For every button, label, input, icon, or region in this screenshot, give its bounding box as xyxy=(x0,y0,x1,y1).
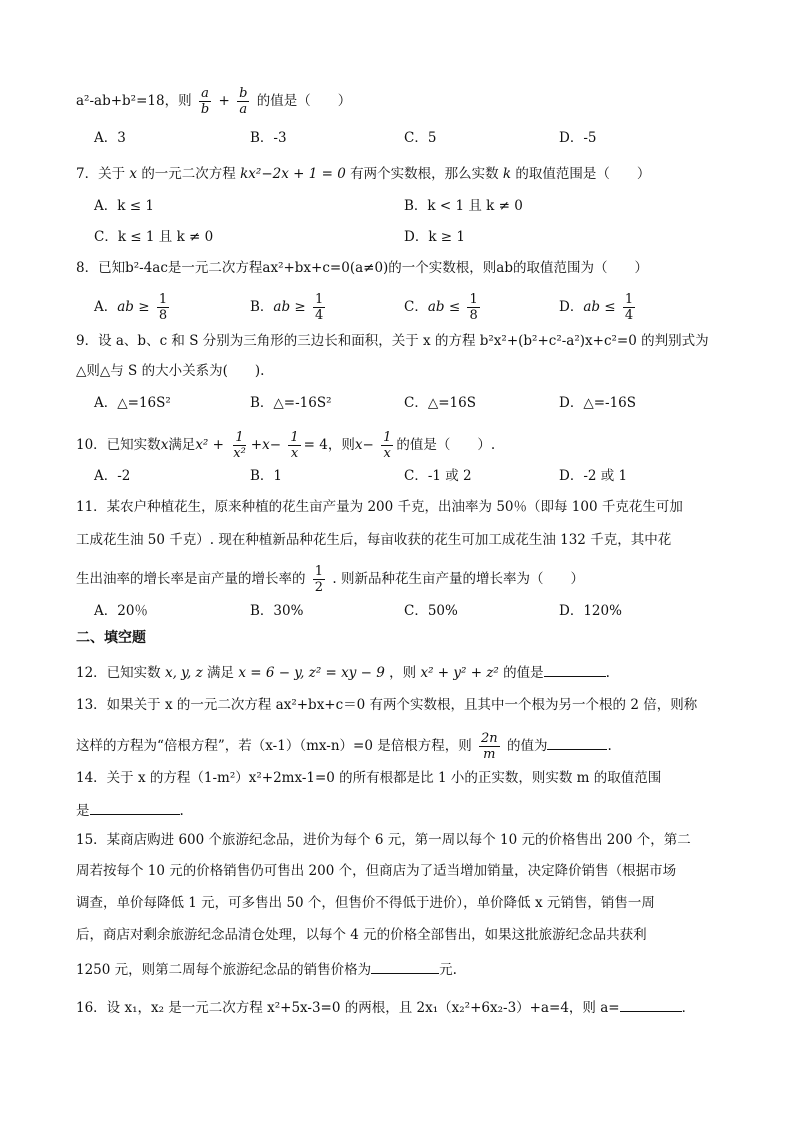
q10-expr-d: x− xyxy=(354,437,374,453)
q15-end: 元. xyxy=(439,962,457,978)
q14-text2: 是 xyxy=(76,803,90,819)
q9-line2: △则△与 S 的大小关系为( ). xyxy=(76,363,265,379)
q13-text1: 13．如果关于 x 的一元二次方程 ax²+bx+c＝0 有两个实数根，且其中一个根为另一个根的 2 倍，则称 xyxy=(76,697,698,713)
q10-frac-2: $\frac{1}{x}$ xyxy=(290,430,299,461)
q10-option-c[interactable]: C．-1 或 2 xyxy=(404,468,472,484)
q14-end: . xyxy=(179,803,184,819)
q8-option-b[interactable]: B．ab ≥ $\frac{1}{4}$ xyxy=(250,292,324,323)
q13-fraction: $\frac{2n}{m}$ xyxy=(481,731,498,762)
q10-expr-c: = 4，则 xyxy=(303,437,355,453)
q8-text: 8．已知b²-4ac是一元二次方程ax²+bx+c=0(a≠0)的一个实数根，则ab的取值范围为（ ） xyxy=(76,260,648,276)
q13-end: . xyxy=(607,738,612,754)
q13-answer-blank[interactable] xyxy=(547,733,607,750)
q15-text2: 周若按每个 10 元的价格销售仍可售出 200 个，但商店为了适当增加销量，决定降价销售（根据市场 xyxy=(76,863,677,879)
q9-option-b[interactable]: B．△=-16S² xyxy=(250,395,332,411)
q11-option-d[interactable]: D．120% xyxy=(559,603,622,619)
q7-var-k: k xyxy=(502,166,512,182)
q9-option-c[interactable]: C．△=16S xyxy=(404,395,476,411)
q6-fraction-a-over-b: $\frac{a}{b}$ xyxy=(200,86,210,117)
q10-option-a[interactable]: A．-2 xyxy=(94,468,131,484)
q6-option-b[interactable]: B．-3 xyxy=(250,130,287,146)
q15-answer-blank[interactable] xyxy=(371,957,439,974)
q12-vars: x, y, z xyxy=(164,665,203,681)
q10-frac-1: $\frac{1}{\text{x²}}$ xyxy=(233,430,246,461)
q12-post: 的值是 xyxy=(503,665,544,681)
q12-target: x² + y² + z² xyxy=(420,665,499,681)
q7-pre: 7．关于 xyxy=(76,166,126,182)
q10-option-d[interactable]: D．-2 或 1 xyxy=(559,468,628,484)
q9-option-d[interactable]: D．△=-16S xyxy=(559,395,637,411)
q10-pre: 10．已知实数 xyxy=(76,437,161,453)
q6-option-d[interactable]: D．-5 xyxy=(559,130,597,146)
q7-option-d[interactable]: D．k ≥ 1 xyxy=(404,229,465,245)
q9-line1: 9．设 a、b、c 和 S 分别为三角形的三边长和面积，关于 x 的方程 b²x²+(b²+c²-a²)x+c²=0 的判别式为 xyxy=(76,333,709,349)
q11-option-c[interactable]: C．50% xyxy=(404,603,458,619)
q7-option-c[interactable]: C．k ≤ 1 且 k ≠ 0 xyxy=(94,229,214,245)
q11-text2: 工成花生油 50 千克）. 现在种植新品种花生后，每亩收获的花生可加工成花生油 132 千克，其中花 xyxy=(76,532,672,548)
q16-text: 16．设 x₁，x₂ 是一元二次方程 x²+5x-3=0 的两根，且 2x₁（x₂²+6x₂-3）+a=4，则 a= xyxy=(76,1000,620,1016)
q7-var-x: x xyxy=(129,166,138,182)
q11-text3-pre: 生出油率的增长率是亩产量的增长率的 xyxy=(76,571,306,587)
q6-pre: a²-ab+b²=18，则 xyxy=(76,93,192,109)
q12-answer-blank[interactable] xyxy=(544,660,606,677)
q13-text2-post: 的值为 xyxy=(506,738,548,754)
q11-text3-post: . 则新品种花生亩产量的增长率为（ ） xyxy=(332,571,584,587)
q16-end: ． xyxy=(681,1000,696,1016)
q10-expr-b: +x− xyxy=(250,437,282,453)
q7-equation: kx²−2x + 1 = 0 xyxy=(240,166,346,182)
section-title: 二、填空题 xyxy=(76,630,146,646)
q16-answer-blank[interactable] xyxy=(620,995,682,1012)
q12-equation: x = 6 − y, z² = xy − 9 xyxy=(238,665,385,681)
q7-post: 的取值范围是（ ） xyxy=(515,166,651,182)
q11-fraction-half: $\frac{1}{2}$ xyxy=(314,564,324,595)
q8-option-a[interactable]: A．ab ≥ $\frac{1}{8}$ xyxy=(94,292,168,323)
q10-mid: 满足 xyxy=(168,437,196,453)
q7-option-a[interactable]: A．k ≤ 1 xyxy=(94,198,154,214)
q7-mid: 的一元二次方程 xyxy=(141,166,236,182)
q12-end: . xyxy=(605,665,610,681)
q8-option-d[interactable]: D．ab ≤ $\frac{1}{4}$ xyxy=(559,292,634,323)
q11-option-a[interactable]: A．20％ xyxy=(94,603,148,619)
q6-fraction-b-over-a: $\frac{b}{a}$ xyxy=(239,86,248,117)
q14-text1: 14．关于 x 的方程（1-m²）x²+2mx-1=0 的所有根都是比 1 小的正实数，则实数 m 的取值范围 xyxy=(76,770,662,786)
q14-answer-blank[interactable] xyxy=(90,798,180,815)
q10-frac-3: $\frac{1}{x}$ xyxy=(383,430,392,461)
q15-text3: 调查，单价每降低 1 元，可多售出 50 个，但售价不得低于进价），单价降低 x 元销售，销售一周 xyxy=(76,895,655,911)
q10-option-b[interactable]: B．1 xyxy=(250,468,283,484)
q6-post: 的值是（ ） xyxy=(256,93,352,109)
q9-option-a[interactable]: A．△=16S² xyxy=(94,395,171,411)
q7-mid2: 有两个实数根，那么实数 xyxy=(350,166,499,182)
q10-post: 的值是（ ）. xyxy=(396,437,496,453)
q11-option-b[interactable]: B．30% xyxy=(250,603,304,619)
q12-pre: 12．已知实数 xyxy=(76,665,161,681)
q13-text2-pre: 这样的方程为“倍根方程”，若（x-1）（mx-n）=0 是倍根方程，则 xyxy=(76,738,472,754)
q6-option-a[interactable]: A．3 xyxy=(94,130,126,146)
q15-text5: 1250 元，则第二周每个旅游纪念品的销售价格为 xyxy=(76,962,372,978)
q15-text1: 15．某商店购进 600 个旅游纪念品，进价为每个 6 元，第一周以每个 10 元的价格售出 200 个，第二 xyxy=(76,832,691,848)
q12-mid: 满足 xyxy=(207,665,235,681)
q6-plus: + xyxy=(218,93,230,109)
q11-text1: 11．某农户种植花生，原来种植的花生亩产量为 200 千克，出油率为 50％（即每 100 千克花生可加 xyxy=(76,499,683,515)
q10-expr-a: x² + xyxy=(195,437,224,453)
q6-option-c[interactable]: C．5 xyxy=(404,130,437,146)
q7-option-b[interactable]: B．k < 1 且 k ≠ 0 xyxy=(404,198,523,214)
q8-option-c[interactable]: C．ab ≤ $\frac{1}{8}$ xyxy=(404,292,478,323)
q10-var: x xyxy=(160,437,169,453)
q15-text4: 后，商店对剩余旅游纪念品清仓处理，以每个 4 元的价格全部售出，如果这批旅游纪念品共获利 xyxy=(76,927,647,943)
q12-mid2: ，则 xyxy=(389,665,417,681)
